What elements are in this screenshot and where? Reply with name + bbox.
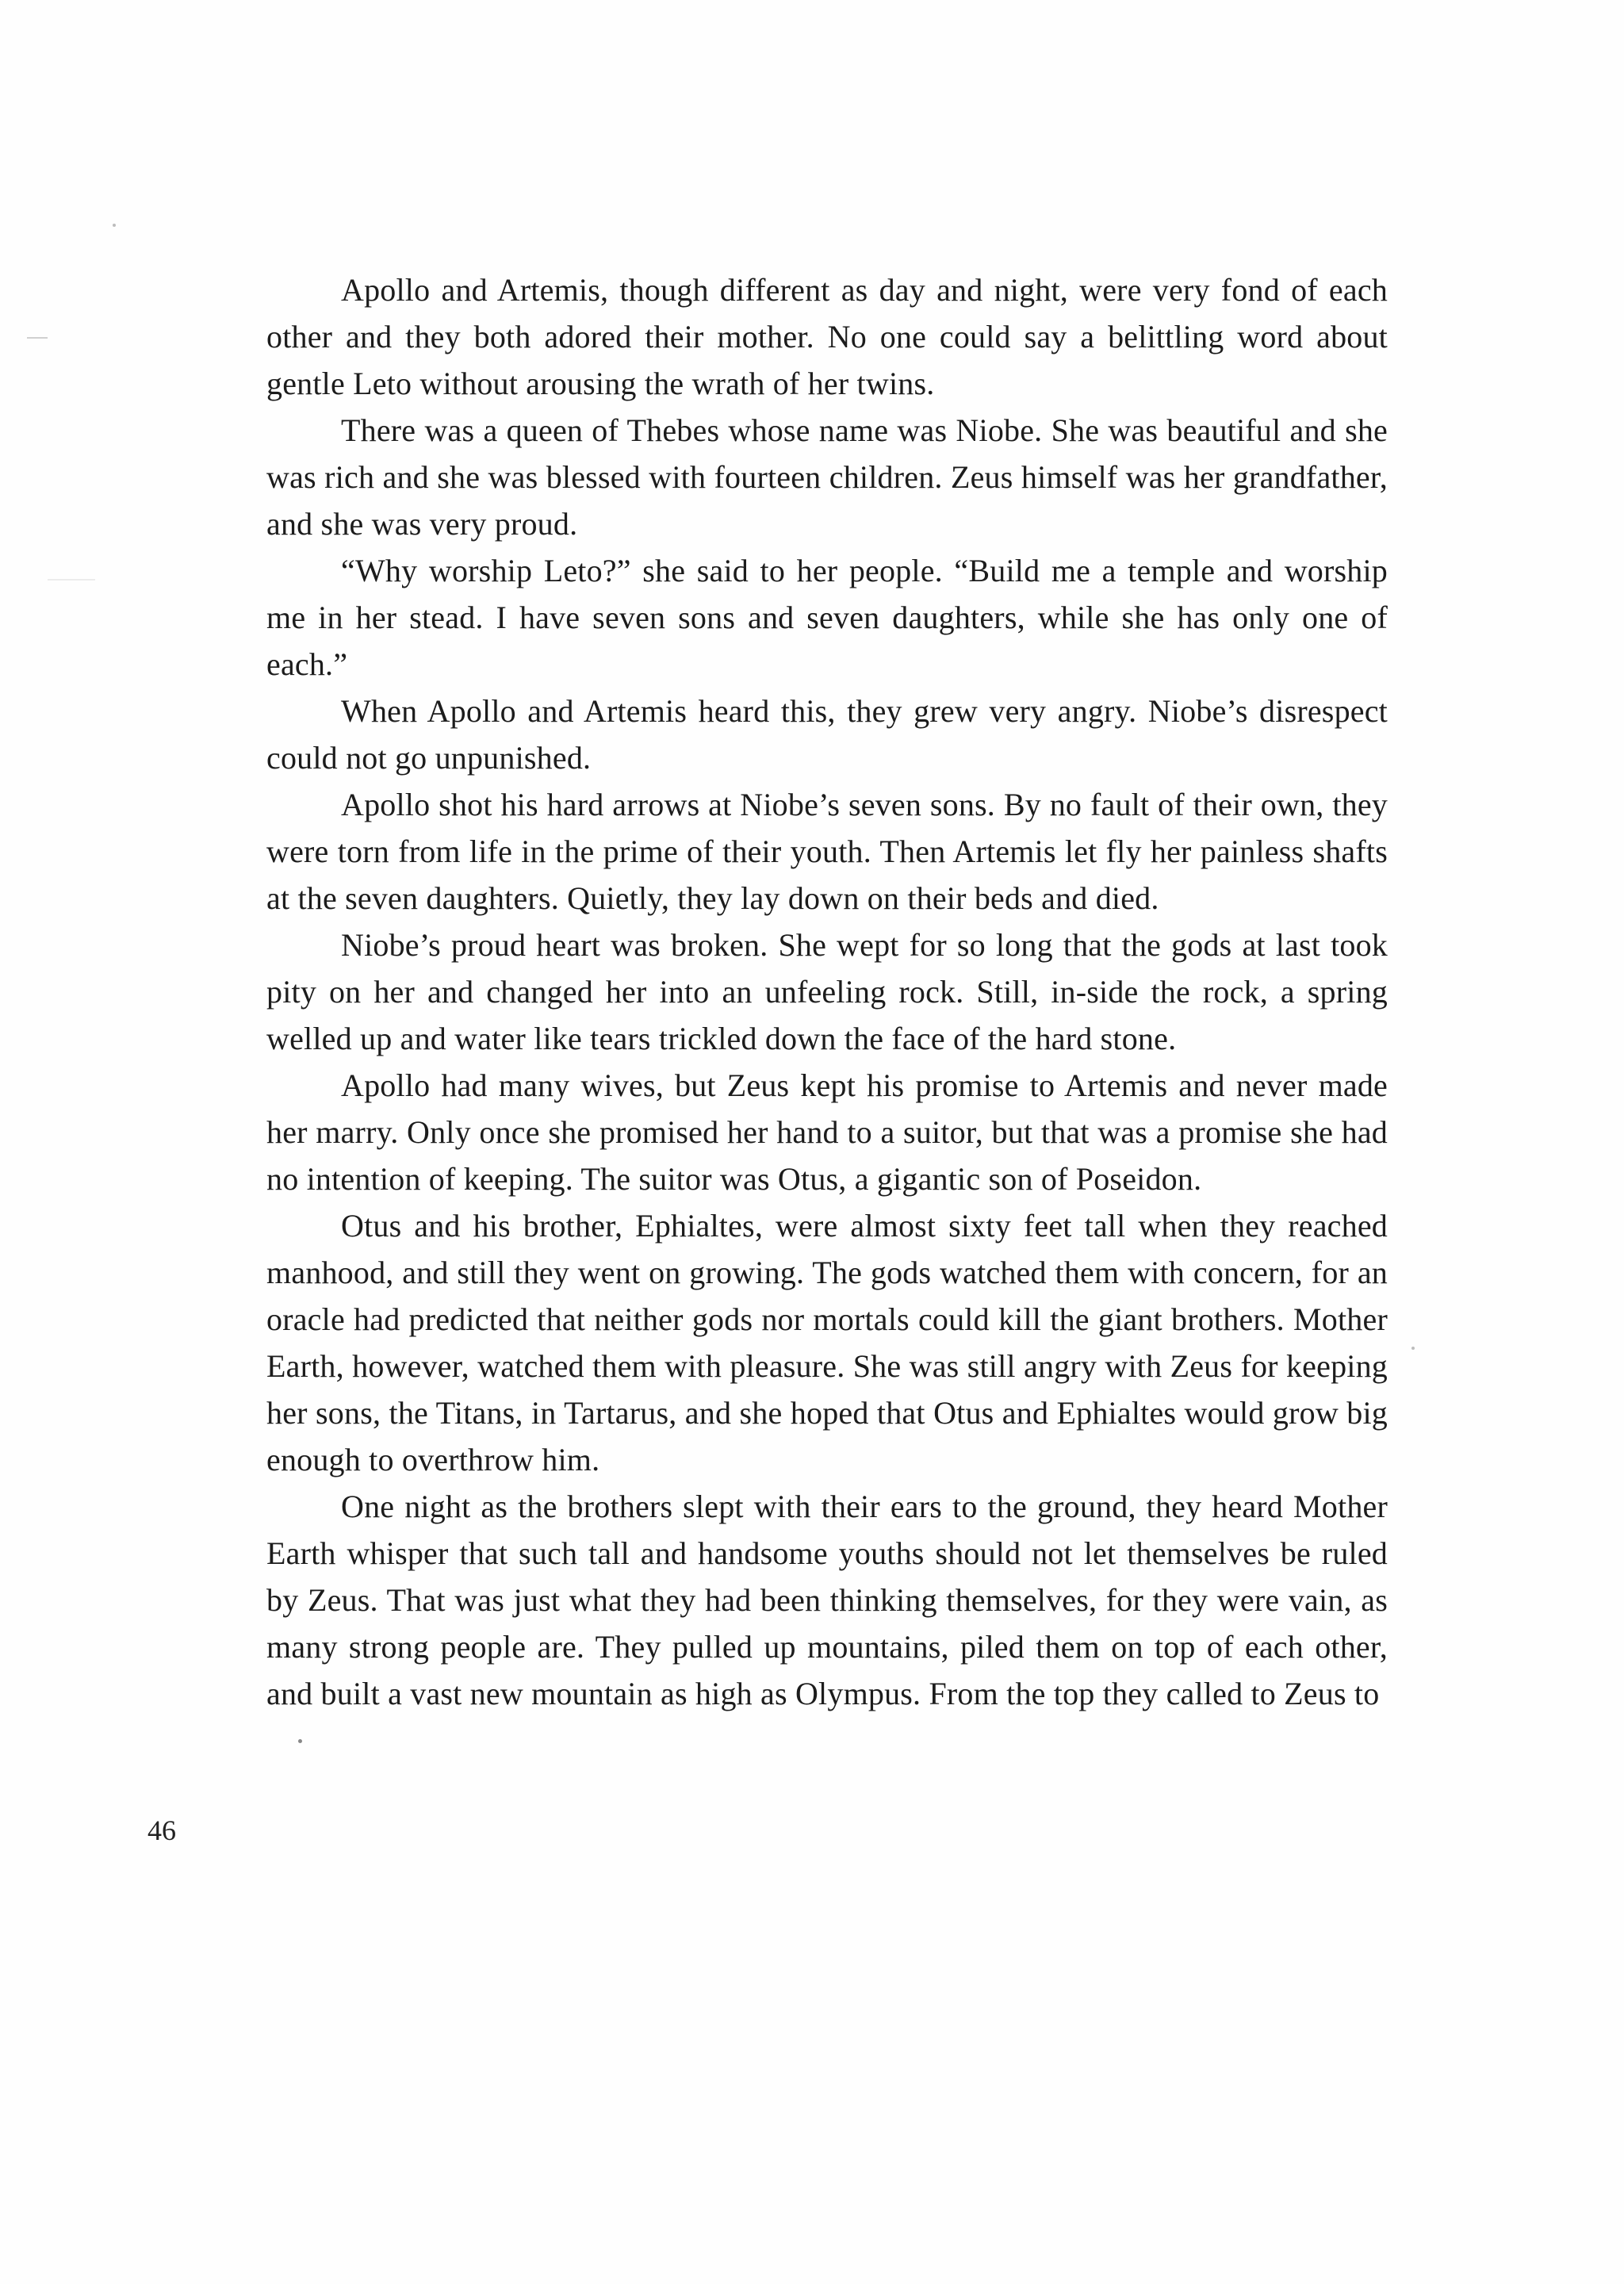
paragraph: When Apollo and Artemis heard this, they grew very angry. Niobe’s disrespect could not go unpunished.	[266, 693, 1388, 776]
paragraph: Otus and his brother, Ephialtes, were almost sixty feet tall when they reached manhood, and still they went on growing. The gods watched them with concern, for an oracle had predicted that neither gods nor mortals could kill the giant brothers. Mother Earth, however, watched them with pleasure. She was still angry with Zeus for keeping her sons, the Titans, in Tartarus, and she hoped that Otus and Ephialtes would grow big enough to overthrow him.	[266, 1208, 1388, 1477]
page-number: 46	[147, 1815, 176, 1846]
body-text	[266, 266, 1388, 1717]
paragraph: “Why worship Leto?” she said to her people. “Build me a temple and worship me in her stead. I have seven sons and seven daughters, while she has only one of each.”	[266, 553, 1388, 682]
paragraph: One night as the brothers slept with their ears to the ground, they heard Mother Earth whisper that such tall and handsome youths should not let themselves be ruled by Zeus. That was just what they had been thinking themselves, for they were vain, as many strong people are. They pulled up mountains, piled them on top of each other, and built a vast new mountain as high as Olympus. From the top they called to Zeus to	[266, 1489, 1388, 1711]
scan-speck	[1411, 1347, 1415, 1350]
paragraph: Apollo shot his hard arrows at Niobe’s seven sons. By no fault of their own, they were torn from life in the prime of their youth. Then Artemis let fly her painless shafts at the seven daughters. Quietly, they lay down on their beds and died.	[266, 787, 1388, 916]
paragraph: There was a queen of Thebes whose name was Niobe. She was beautiful and she was rich and she was blessed with fourteen children. Zeus himself was her grandfather, and she was very proud.	[266, 412, 1388, 542]
scan-mark	[48, 579, 95, 581]
scan-mark	[27, 337, 48, 339]
paragraph: Apollo had many wives, but Zeus kept his promise to Artemis and never made her marry. Only once she promised her hand to a suitor, but that was a promise she had no intention of keeping. The suitor was Otus, a gigantic son of Poseidon.	[266, 1067, 1388, 1197]
scan-speck	[113, 224, 116, 227]
paragraph: Apollo and Artemis, though different as day and night, were very fond of each other and they both adored their mother. No one could say a belittling word about gentle Leto without arousing the wrath of her twins.	[266, 272, 1388, 401]
scan-speck	[298, 1739, 302, 1743]
paragraph: Niobe’s proud heart was broken. She wept for so long that the gods at last took pity on her and changed her into an unfeeling rock. Still, in-side the rock, a spring welled up and water like tears trickled down the face of the hard stone.	[266, 927, 1388, 1056]
